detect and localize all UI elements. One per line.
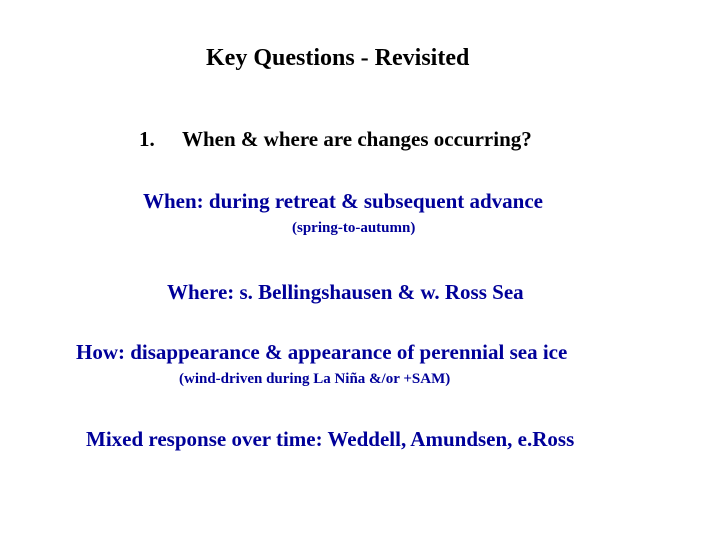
when-answer-note: (spring-to-autumn) [292,220,416,236]
how-answer-note: (wind-driven during La Niña &/or +SAM) [179,371,451,387]
question-text: When & where are changes occurring? [182,127,532,151]
where-answer: Where: s. Bellingshausen & w. Ross Sea [167,280,524,304]
question-number: 1. [139,127,155,151]
how-answer: How: disappearance & appearance of perennial sea ice [76,340,568,364]
slide-title: Key Questions - Revisited [206,45,470,71]
when-answer: When: during retreat & subsequent advance [143,189,543,213]
mixed-response-text: Mixed response over time: Weddell, Amundsen, e.Ross [86,427,575,451]
